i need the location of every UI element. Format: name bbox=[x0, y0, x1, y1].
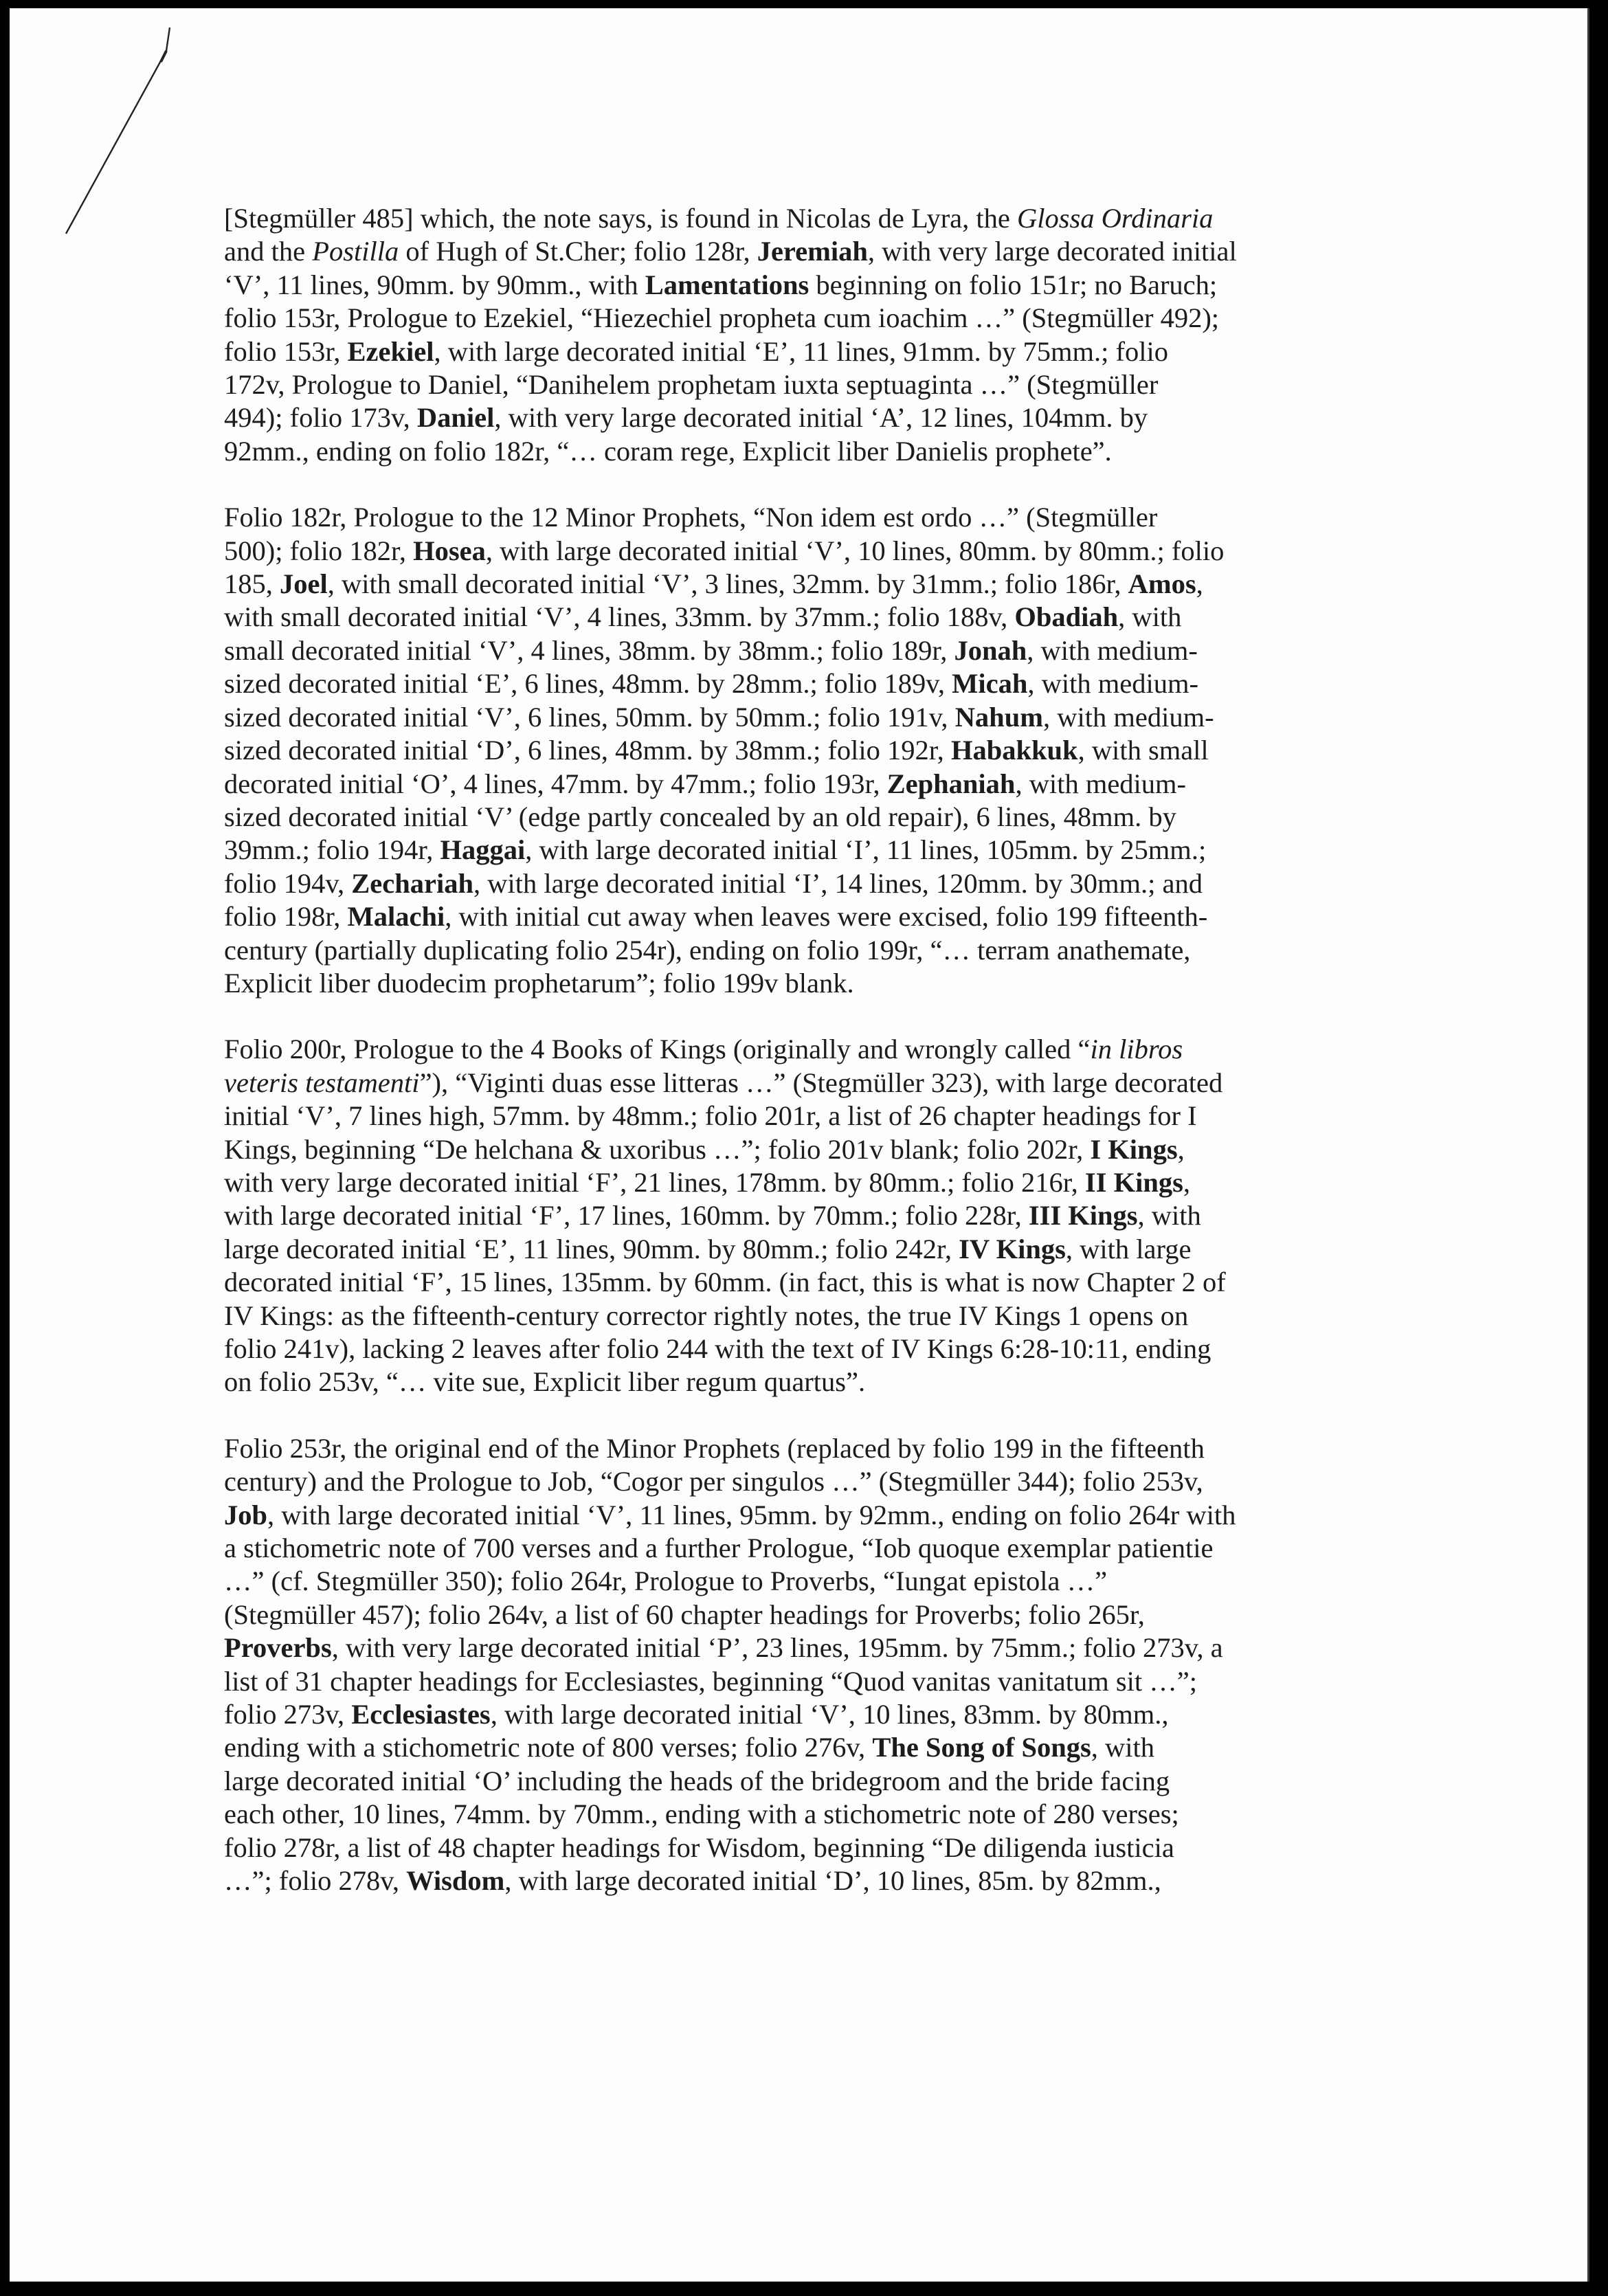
text-line bbox=[224, 1798, 1454, 1831]
text-run: of Hugh of St.Cher; folio 128r, bbox=[399, 236, 757, 267]
italic-term: in libros bbox=[1090, 1034, 1183, 1065]
text-run: , bbox=[1177, 1133, 1185, 1165]
text-line bbox=[224, 1033, 1454, 1066]
text-run: IV Kings: as the fifteenth-century corrector rightly notes, the true IV Kings 1 opens on bbox=[224, 1300, 1189, 1331]
text-line bbox=[224, 967, 1454, 1000]
text-line bbox=[224, 1166, 1454, 1199]
text-run: sized decorated initial ‘D’, 6 lines, 48mm. by 38mm.; folio 192r, bbox=[224, 735, 951, 766]
book-title: Amos bbox=[1128, 568, 1196, 600]
text-run: , with very large decorated initial ‘P’, 23 lines, 195mm. by 75mm.; folio 273v, a bbox=[331, 1632, 1223, 1664]
text-line bbox=[224, 1300, 1454, 1333]
text-line bbox=[224, 1266, 1454, 1299]
text-line bbox=[224, 900, 1454, 933]
text-line bbox=[224, 1199, 1454, 1232]
text-line bbox=[224, 1067, 1454, 1100]
text-line bbox=[224, 734, 1454, 767]
text-run: , with large decorated initial ‘I’, 11 lines, 105mm. by 25mm.; bbox=[525, 834, 1207, 866]
text-run: a stichometric note of 700 verses and a further Prologue, “Iob quoque exemplar patientie bbox=[224, 1532, 1214, 1564]
text-line bbox=[224, 202, 1454, 235]
text-line bbox=[224, 1499, 1454, 1532]
paragraph bbox=[224, 501, 1454, 1000]
text-run: , with very large decorated initial ‘A’, 12 lines, 104mm. by bbox=[494, 402, 1148, 434]
text-run: large decorated initial ‘O’ including the heads of the bridegroom and the bride facing bbox=[224, 1765, 1170, 1796]
text-line bbox=[224, 501, 1454, 534]
book-title: Hosea bbox=[413, 535, 486, 566]
text-line bbox=[224, 1765, 1454, 1798]
text-run: beginning on folio 151r; no Baruch; bbox=[809, 269, 1218, 300]
text-run: 172v, Prologue to Daniel, “Danihelem prophetam iuxta septuaginta …” (Stegmüller bbox=[224, 369, 1159, 401]
book-title: II Kings bbox=[1084, 1166, 1183, 1198]
text-line bbox=[224, 1133, 1454, 1166]
text-line bbox=[224, 667, 1454, 700]
text-run: , with initial cut away when leaves were excised, folio 199 fifteenth- bbox=[445, 901, 1208, 933]
text-line bbox=[224, 1831, 1454, 1864]
text-run: , with large decorated initial ‘D’, 10 lines, 85m. by 82mm., bbox=[504, 1865, 1161, 1897]
text-line bbox=[224, 568, 1454, 601]
text-line bbox=[224, 1432, 1454, 1465]
text-run: small decorated initial ‘V’, 4 lines, 38mm. by 38mm.; folio 189r, bbox=[224, 634, 954, 666]
text-run: Folio 182r, Prologue to the 12 Minor Prophets, “Non idem est ordo …” (Stegmüller bbox=[224, 502, 1158, 533]
text-line bbox=[224, 801, 1454, 834]
text-run: each other, 10 lines, 74mm. by 70mm., ending with a stichometric note of 280 verses; bbox=[224, 1798, 1179, 1830]
text-run: folio 153r, Prologue to Ezekiel, “Hiezechiel propheta cum ioachim …” (Stegmüller 492); bbox=[224, 302, 1220, 334]
text-run: 494); folio 173v, bbox=[224, 402, 417, 434]
book-title: Habakkuk bbox=[950, 735, 1078, 766]
text-run: …”; folio 278v, bbox=[224, 1865, 407, 1897]
text-run: sized decorated initial ‘E’, 6 lines, 48mm. by 28mm.; folio 189v, bbox=[224, 668, 952, 700]
text-run: and the bbox=[224, 236, 313, 267]
text-line bbox=[224, 1698, 1454, 1731]
text-run: 39mm.; folio 194r, bbox=[224, 834, 440, 866]
text-line bbox=[224, 1333, 1454, 1366]
text-line bbox=[224, 601, 1454, 634]
paragraph bbox=[224, 1033, 1454, 1398]
text-run: decorated initial ‘F’, 15 lines, 135mm. by 60mm. (in fact, this is what is now Chapter 2 of bbox=[224, 1267, 1226, 1298]
book-title: IV Kings bbox=[959, 1233, 1066, 1264]
text-run: folio 153r, bbox=[224, 335, 348, 367]
text-run: , with bbox=[1137, 1200, 1201, 1231]
book-title: Wisdom bbox=[406, 1865, 505, 1897]
text-run: Kings, beginning “De helchana & uxoribus …”; folio 201v blank; folio 202r, bbox=[224, 1133, 1091, 1165]
text-run: folio 278r, a list of 48 chapter headings for Wisdom, beginning “De diligenda iusticia bbox=[224, 1831, 1174, 1863]
text-run: with large decorated initial ‘F’, 17 lines, 160mm. by 70mm.; folio 228r, bbox=[224, 1200, 1029, 1231]
book-title: Haggai bbox=[440, 834, 526, 866]
text-run: , with medium- bbox=[1042, 701, 1214, 733]
text-line bbox=[224, 1233, 1454, 1266]
book-title: Lamentations bbox=[645, 269, 809, 300]
book-title: Zechariah bbox=[351, 867, 473, 899]
book-title: Ezekiel bbox=[347, 335, 434, 367]
book-title: Obadiah bbox=[1014, 601, 1119, 633]
book-title: Nahum bbox=[954, 701, 1043, 733]
book-title: Zephaniah bbox=[886, 768, 1016, 799]
text-run: Folio 200r, Prologue to the 4 Books of Kings (originally and wrongly called “ bbox=[224, 1034, 1091, 1065]
text-run: folio 241v), lacking 2 leaves after folio 244 with the text of IV Kings 6:28-10:11, ending bbox=[224, 1333, 1211, 1364]
text-run: 185, bbox=[224, 568, 280, 600]
book-title: Proverbs bbox=[224, 1632, 332, 1664]
text-run: folio 273v, bbox=[224, 1699, 352, 1730]
text-run: list of 31 chapter headings for Ecclesiastes, beginning “Quod vanitas vanitatum sit …”; bbox=[224, 1665, 1198, 1697]
text-line bbox=[224, 368, 1454, 401]
text-run: , with large bbox=[1065, 1233, 1192, 1264]
text-line bbox=[224, 1598, 1454, 1631]
text-run: 92mm., ending on folio 182r, “… coram rege, Explicit liber Danielis prophete”. bbox=[224, 435, 1112, 467]
text-line bbox=[224, 701, 1454, 734]
book-title: Micah bbox=[952, 668, 1028, 700]
pen-mark bbox=[51, 22, 188, 256]
text-line bbox=[224, 834, 1454, 867]
text-run: 500); folio 182r, bbox=[224, 535, 414, 566]
text-run: ”), “Viginti duas esse litteras …” (Stegmüller 323), with large decorated bbox=[419, 1067, 1223, 1098]
text-line bbox=[224, 1100, 1454, 1133]
book-title: Job bbox=[224, 1499, 268, 1530]
italic-term: veteris testamenti bbox=[224, 1067, 420, 1098]
text-run: , bbox=[1183, 1166, 1190, 1198]
text-line bbox=[224, 302, 1454, 335]
book-title: The Song of Songs bbox=[872, 1732, 1091, 1763]
text-line bbox=[224, 435, 1454, 468]
text-run: century) and the Prologue to Job, “Cogor per singulos …” (Stegmüller 344); folio 253v, bbox=[224, 1466, 1203, 1497]
text-run: , with small bbox=[1077, 735, 1209, 766]
text-run: Explicit liber duodecim prophetarum”; folio 199v blank. bbox=[224, 967, 854, 999]
text-run: , with medium- bbox=[1015, 768, 1187, 799]
book-title: Daniel bbox=[416, 402, 495, 434]
text-run: , with medium- bbox=[1027, 634, 1198, 666]
text-line bbox=[224, 1532, 1454, 1565]
text-run: , with bbox=[1091, 1732, 1155, 1763]
text-line bbox=[224, 1864, 1454, 1897]
text-run: , with medium- bbox=[1027, 668, 1199, 700]
text-run: , bbox=[1196, 568, 1203, 600]
text-line bbox=[224, 934, 1454, 967]
text-run: , with very large decorated initial bbox=[867, 236, 1237, 267]
text-line bbox=[224, 1631, 1454, 1664]
text-line bbox=[224, 1366, 1454, 1398]
document-page bbox=[10, 8, 1589, 2282]
text-line bbox=[224, 768, 1454, 801]
text-run: …” (cf. Stegmüller 350); folio 264r, Prologue to Proverbs, “Iungat epistola …” bbox=[224, 1565, 1108, 1597]
book-title: Jeremiah bbox=[757, 236, 868, 267]
text-line bbox=[224, 867, 1454, 900]
text-run: sized decorated initial ‘V’, 6 lines, 50mm. by 50mm.; folio 191v, bbox=[224, 701, 955, 733]
text-run: ‘V’, 11 lines, 90mm. by 90mm., with bbox=[224, 269, 645, 300]
text-run: [Stegmüller 485] which, the note says, is found in Nicolas de Lyra, the bbox=[224, 203, 1018, 234]
italic-term: Postilla bbox=[312, 236, 399, 267]
text-run: sized decorated initial ‘V’ (edge partly concealed by an old repair), 6 lines, 48mm. by bbox=[224, 801, 1176, 832]
book-title: Jonah bbox=[954, 634, 1027, 666]
book-title: I Kings bbox=[1090, 1133, 1178, 1165]
text-run: , with large decorated initial ‘I’, 14 lines, 120mm. by 30mm.; and bbox=[473, 867, 1203, 899]
text-run: , with large decorated initial ‘V’, 10 lines, 83mm. by 80mm., bbox=[490, 1699, 1169, 1730]
text-run: , with large decorated initial ‘V’, 10 lines, 80mm. by 80mm.; folio bbox=[485, 535, 1225, 566]
book-title: Joel bbox=[280, 568, 328, 600]
paragraph bbox=[224, 202, 1454, 468]
text-run: with small decorated initial ‘V’, 4 lines, 33mm. by 37mm.; folio 188v, bbox=[224, 601, 1015, 633]
text-run: folio 198r, bbox=[224, 901, 348, 933]
book-title: Ecclesiastes bbox=[351, 1699, 491, 1730]
text-run: , with large decorated initial ‘V’, 11 lines, 95mm. by 92mm., ending on folio 264r with bbox=[267, 1499, 1236, 1530]
paragraph bbox=[224, 1432, 1454, 1898]
text-line bbox=[224, 335, 1454, 368]
text-line bbox=[224, 1665, 1454, 1698]
text-run: decorated initial ‘O’, 4 lines, 47mm. by 47mm.; folio 193r, bbox=[224, 768, 887, 799]
text-line bbox=[224, 634, 1454, 667]
text-run: Folio 253r, the original end of the Minor Prophets (replaced by folio 199 in the fifteenth bbox=[224, 1432, 1205, 1464]
text-run: with very large decorated initial ‘F’, 21 lines, 178mm. by 80mm.; folio 216r, bbox=[224, 1166, 1085, 1198]
text-line bbox=[224, 1465, 1454, 1498]
text-run: initial ‘V’, 7 lines high, 57mm. by 48mm.; folio 201r, a list of 26 chapter headings for I bbox=[224, 1100, 1197, 1132]
text-run: (Stegmüller 457); folio 264v, a list of 60 chapter headings for Proverbs; folio 265r, bbox=[224, 1598, 1145, 1630]
text-line bbox=[224, 1731, 1454, 1764]
text-line bbox=[224, 269, 1454, 302]
book-title: III Kings bbox=[1028, 1200, 1138, 1231]
italic-term: Glossa Ordinaria bbox=[1017, 203, 1214, 234]
text-run: large decorated initial ‘E’, 11 lines, 90mm. by 80mm.; folio 242r, bbox=[224, 1233, 959, 1264]
text-run: folio 194v, bbox=[224, 867, 352, 899]
document-body bbox=[224, 202, 1454, 1931]
book-title: Malachi bbox=[347, 901, 445, 933]
text-line bbox=[224, 401, 1454, 434]
text-run: on folio 253v, “… vite sue, Explicit liber regum quartus”. bbox=[224, 1366, 866, 1398]
text-line bbox=[224, 535, 1454, 568]
text-run: century (partially duplicating folio 254r), ending on folio 199r, “… terram anathemate, bbox=[224, 934, 1191, 966]
text-line bbox=[224, 1565, 1454, 1598]
text-run: , with bbox=[1118, 601, 1182, 633]
text-line bbox=[224, 235, 1454, 268]
text-run: , with large decorated initial ‘E’, 11 lines, 91mm. by 75mm.; folio bbox=[434, 335, 1169, 367]
text-run: ending with a stichometric note of 800 verses; folio 276v, bbox=[224, 1732, 873, 1763]
text-run: , with small decorated initial ‘V’, 3 lines, 32mm. by 31mm.; folio 186r, bbox=[327, 568, 1128, 600]
